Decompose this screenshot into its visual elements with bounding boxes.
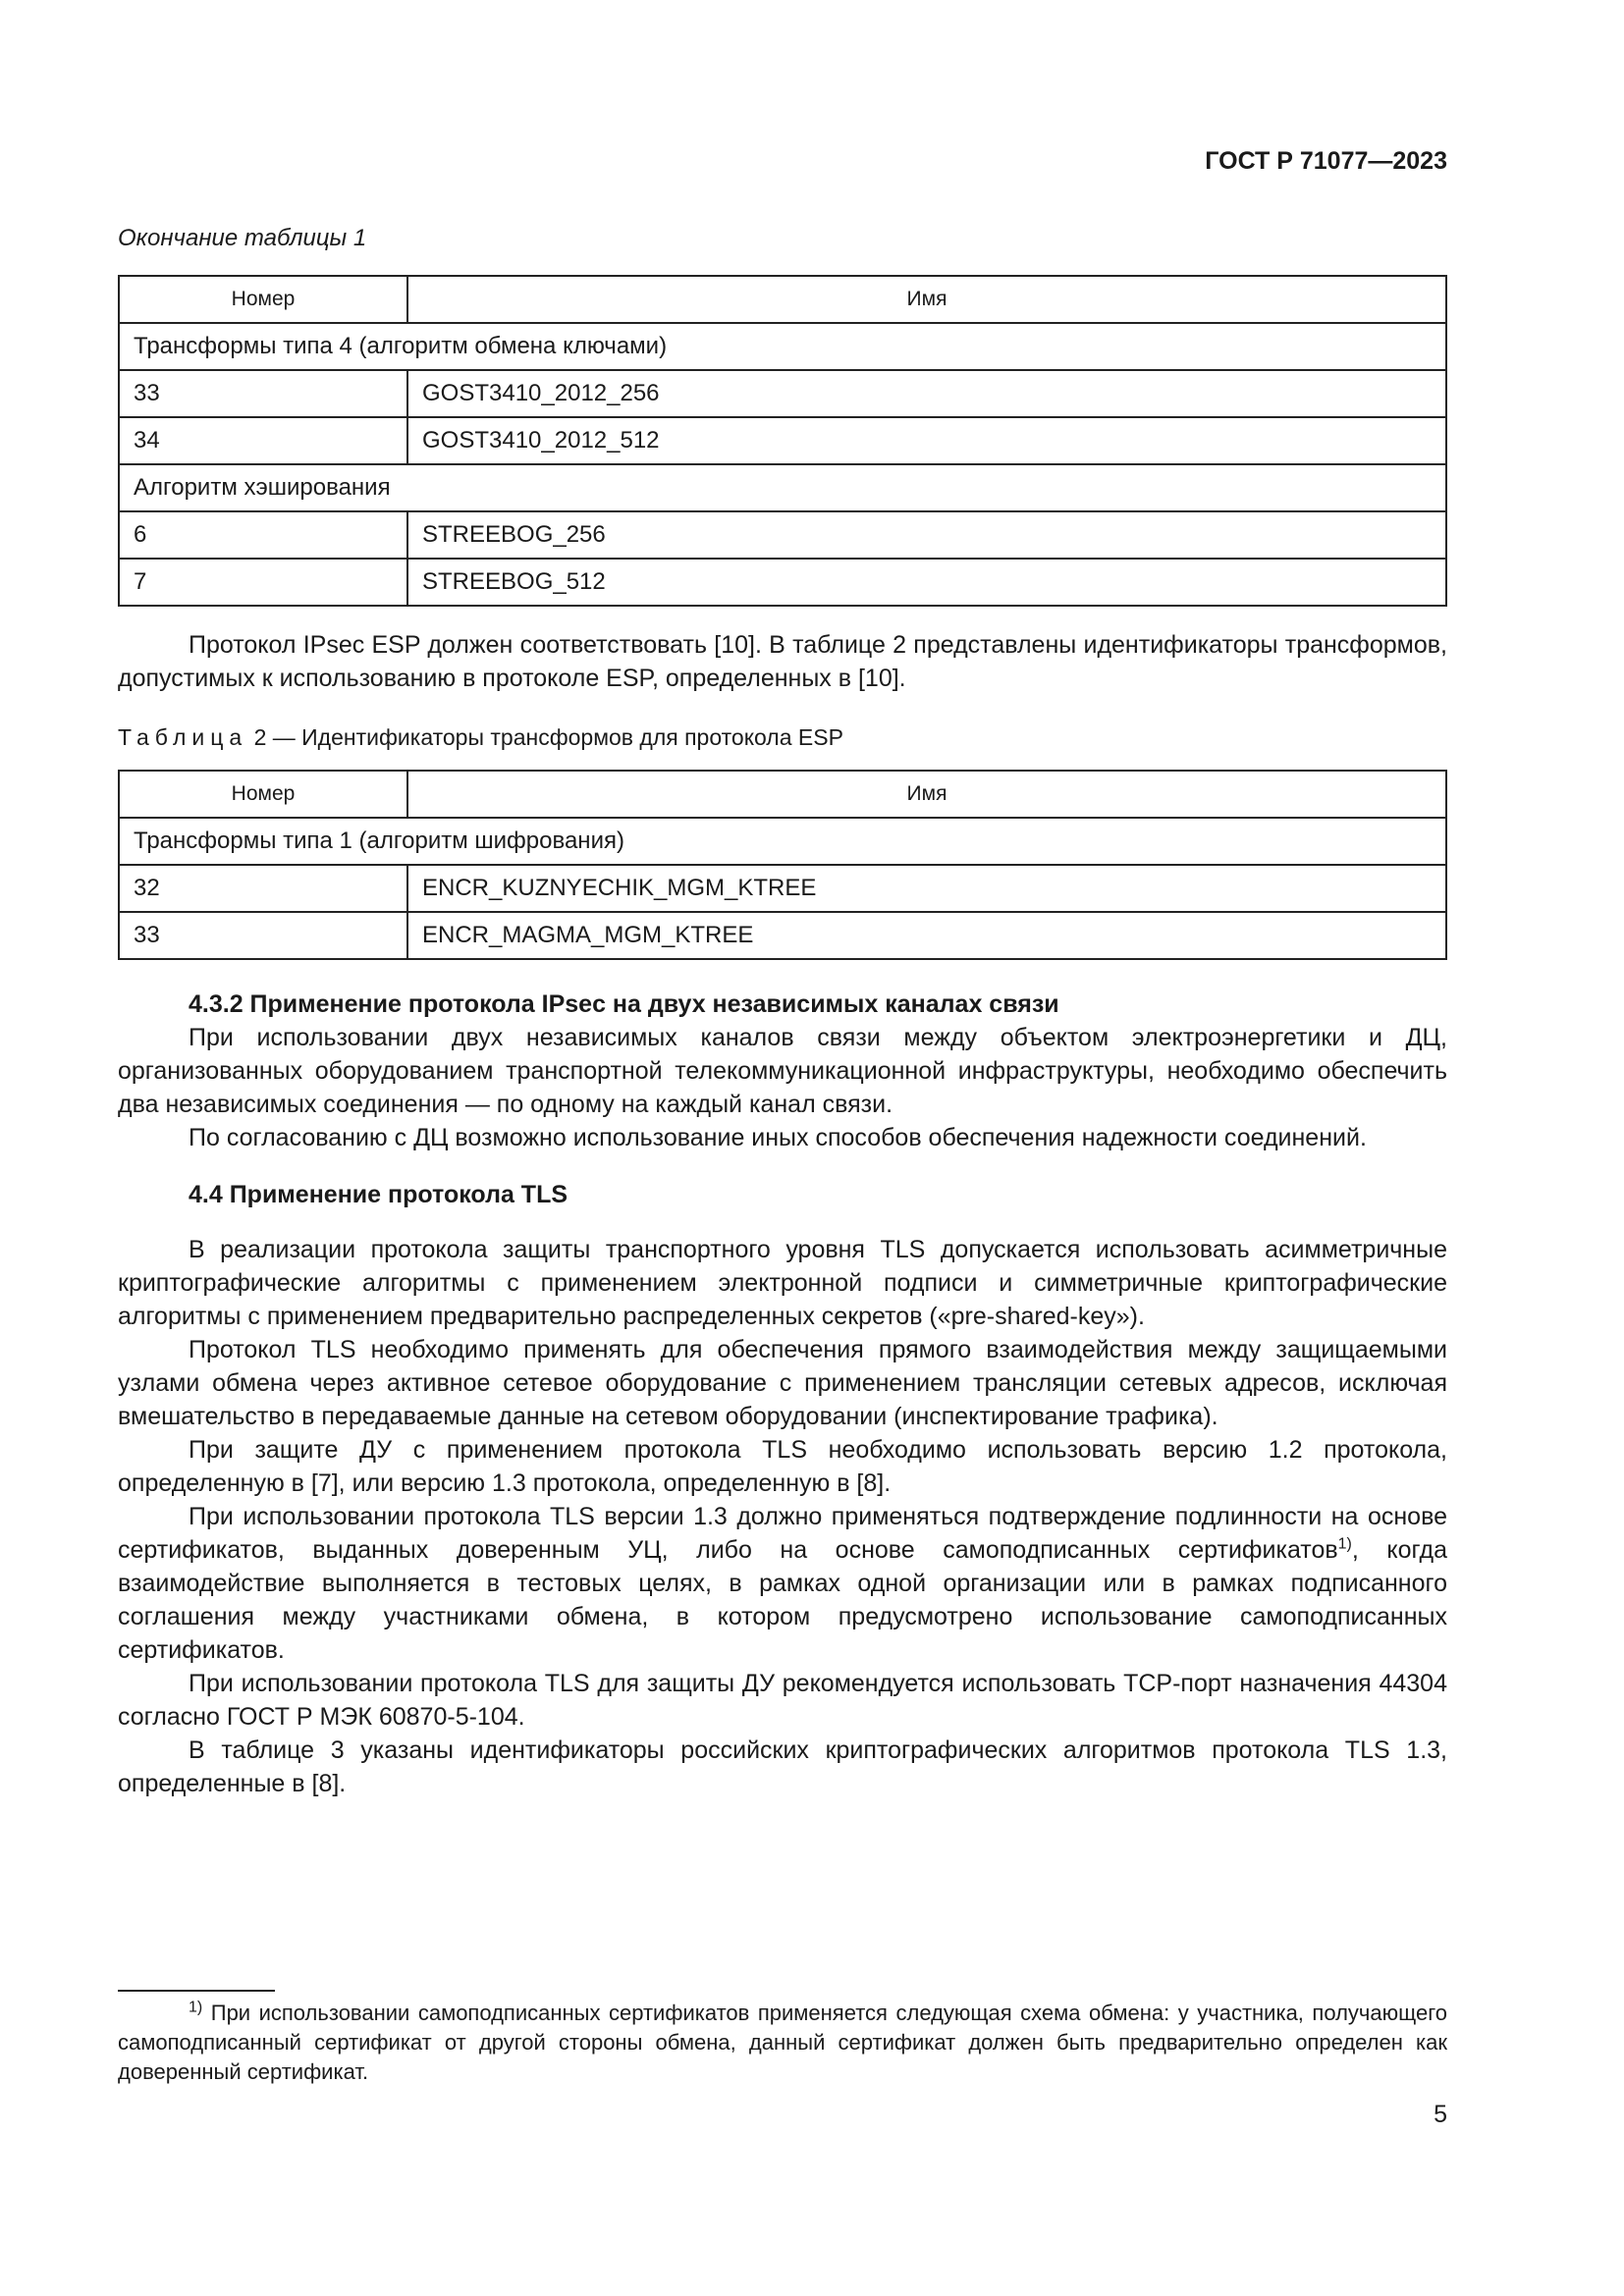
table1-caption: Окончание таблицы 1 — [118, 225, 367, 251]
footnote-divider — [118, 1990, 275, 1992]
page-number: 5 — [1434, 2101, 1447, 2128]
table2-header-number: Номер — [119, 771, 407, 818]
table1-cell-name: GOST3410_2012_256 — [407, 370, 1446, 417]
table1-cell-number: 7 — [119, 559, 407, 606]
table2-caption-label: Таблица — [118, 724, 248, 750]
table1-cell-number: 34 — [119, 417, 407, 464]
section-432-paragraph-2: По согласованию с ДЦ возможно использование иных способов обеспечения надежности соединений. — [189, 1124, 1367, 1151]
table2-caption — [118, 721, 1447, 754]
table1-section-row — [119, 323, 1446, 370]
section-44-paragraph-4 — [118, 1500, 1447, 1667]
table2-cell-name: ENCR_MAGMA_MGM_KTREE — [407, 912, 1446, 959]
table1-section-label: Трансформы типа 4 (алгоритм обмена ключами) — [119, 323, 1446, 370]
table2-cell-name: ENCR_KUZNYECHIK_MGM_KTREE — [407, 865, 1446, 912]
table-row — [119, 865, 1446, 912]
table1-header-number: Номер — [119, 276, 407, 323]
section-44-paragraph-3: При защите ДУ с применением протокола TLS необходимо использовать версию 1.2 протокола, определенную в [7], или версию 1.3 протокола, определенную в [8]. — [118, 1436, 1447, 1497]
table2-section-label: Трансформы типа 1 (алгоритм шифрования) — [119, 818, 1446, 865]
table1-cell-name: GOST3410_2012_512 — [407, 417, 1446, 464]
section-44-paragraph-5: При использовании протокола TLS для защиты ДУ рекомендуется использовать TCP-порт назначения 44304 согласно ГОСТ Р МЭК 60870-5-104. — [118, 1670, 1447, 1731]
table2 — [118, 770, 1447, 960]
paragraph-esp: Протокол IPsec ESP должен соответствовать [10]. В таблице 2 представлены идентификаторы трансформов, допустимых к использованию в протоколе ESP, определенных в [10]. — [118, 631, 1447, 692]
table-row — [119, 559, 1446, 606]
section-432-heading: 4.3.2 Применение протокола IPsec на двух независимых каналах связи — [189, 990, 1059, 1018]
footnote — [118, 1999, 1447, 2087]
table1-header-name: Имя — [407, 276, 1446, 323]
table1-section-label: Алгоритм хэширования — [119, 464, 1446, 511]
table-row — [119, 511, 1446, 559]
table2-cell-number: 33 — [119, 912, 407, 959]
section-44-paragraph-4-part-b: , когда взаимодействие выполняется в тестовых целях, в рамках одной организации или в рамках подписанного соглашения между участниками обмена, в котором предусмотрено использование самоподписанных сертификатов. — [118, 1536, 1447, 1664]
section-44-paragraph-6: В таблице 3 указаны идентификаторы российских криптографических алгоритмов протокола TLS 1.3, определенные в [8]. — [118, 1736, 1447, 1797]
section-44-paragraph-2: Протокол TLS необходимо применять для обеспечения прямого взаимодействия между защищаемыми узлами обмена через активное сетевое оборудование с применением трансляции сетевых адресов, исключая вмешательство в передаваемые данные на сетевом оборудовании (инспектирование трафика). — [118, 1336, 1447, 1430]
table2-header-name: Имя — [407, 771, 1446, 818]
footnote-reference[interactable]: 1) — [1337, 1535, 1352, 1553]
table2-cell-number: 32 — [119, 865, 407, 912]
footnote-marker: 1) — [189, 1999, 203, 2016]
table1-cell-number: 33 — [119, 370, 407, 417]
document-header: ГОСТ Р 71077—2023 — [1205, 147, 1447, 175]
table1-cell-name: STREEBOG_256 — [407, 511, 1446, 559]
section-44-paragraph-1: В реализации протокола защиты транспортного уровня TLS допускается использовать асимметричные криптографические алгоритмы с применением электронной подписи и симметричные криптографические алгоритмы с применением предварительно распределенных секретов («pre-shared-key»). — [118, 1236, 1447, 1330]
table-row — [119, 912, 1446, 959]
section-44-heading: 4.4 Применение протокола TLS — [189, 1181, 568, 1208]
table1-section-row — [119, 464, 1446, 511]
table1 — [118, 275, 1447, 607]
table1-header-row — [119, 276, 1446, 323]
table2-section-row — [119, 818, 1446, 865]
table-row — [119, 417, 1446, 464]
table-row — [119, 370, 1446, 417]
table1-cell-name: STREEBOG_512 — [407, 559, 1446, 606]
section-44 — [118, 1178, 1447, 1800]
footnote-text: При использовании самоподписанных сертификатов применяется следующая схема обмена: у участника, получающего самоподписанный сертификат от другой стороны обмена, данный сертификат должен быть предварительно определен как доверенный сертификат. — [118, 2001, 1447, 2084]
main-content — [118, 222, 1447, 1800]
section-44-paragraph-4-part-a: При использовании протокола TLS версии 1.3 должно применяться подтверждение подлинности на основе сертификатов, выданных доверенным УЦ, либо на основе самоподписанных сертификатов — [118, 1503, 1447, 1564]
table2-caption-text: 2 — Идентификаторы трансформов для протокола ESP — [253, 724, 843, 750]
table2-header-row — [119, 771, 1446, 818]
section-432 — [118, 988, 1447, 1154]
table1-cell-number: 6 — [119, 511, 407, 559]
section-432-paragraph-1: При использовании двух независимых каналов связи между объектом электроэнергетики и ДЦ, организованных оборудованием транспортной телекоммуникационной инфраструктуры, необходимо обеспечить два независимых соединения — по одному на каждый канал связи. — [118, 1024, 1447, 1118]
